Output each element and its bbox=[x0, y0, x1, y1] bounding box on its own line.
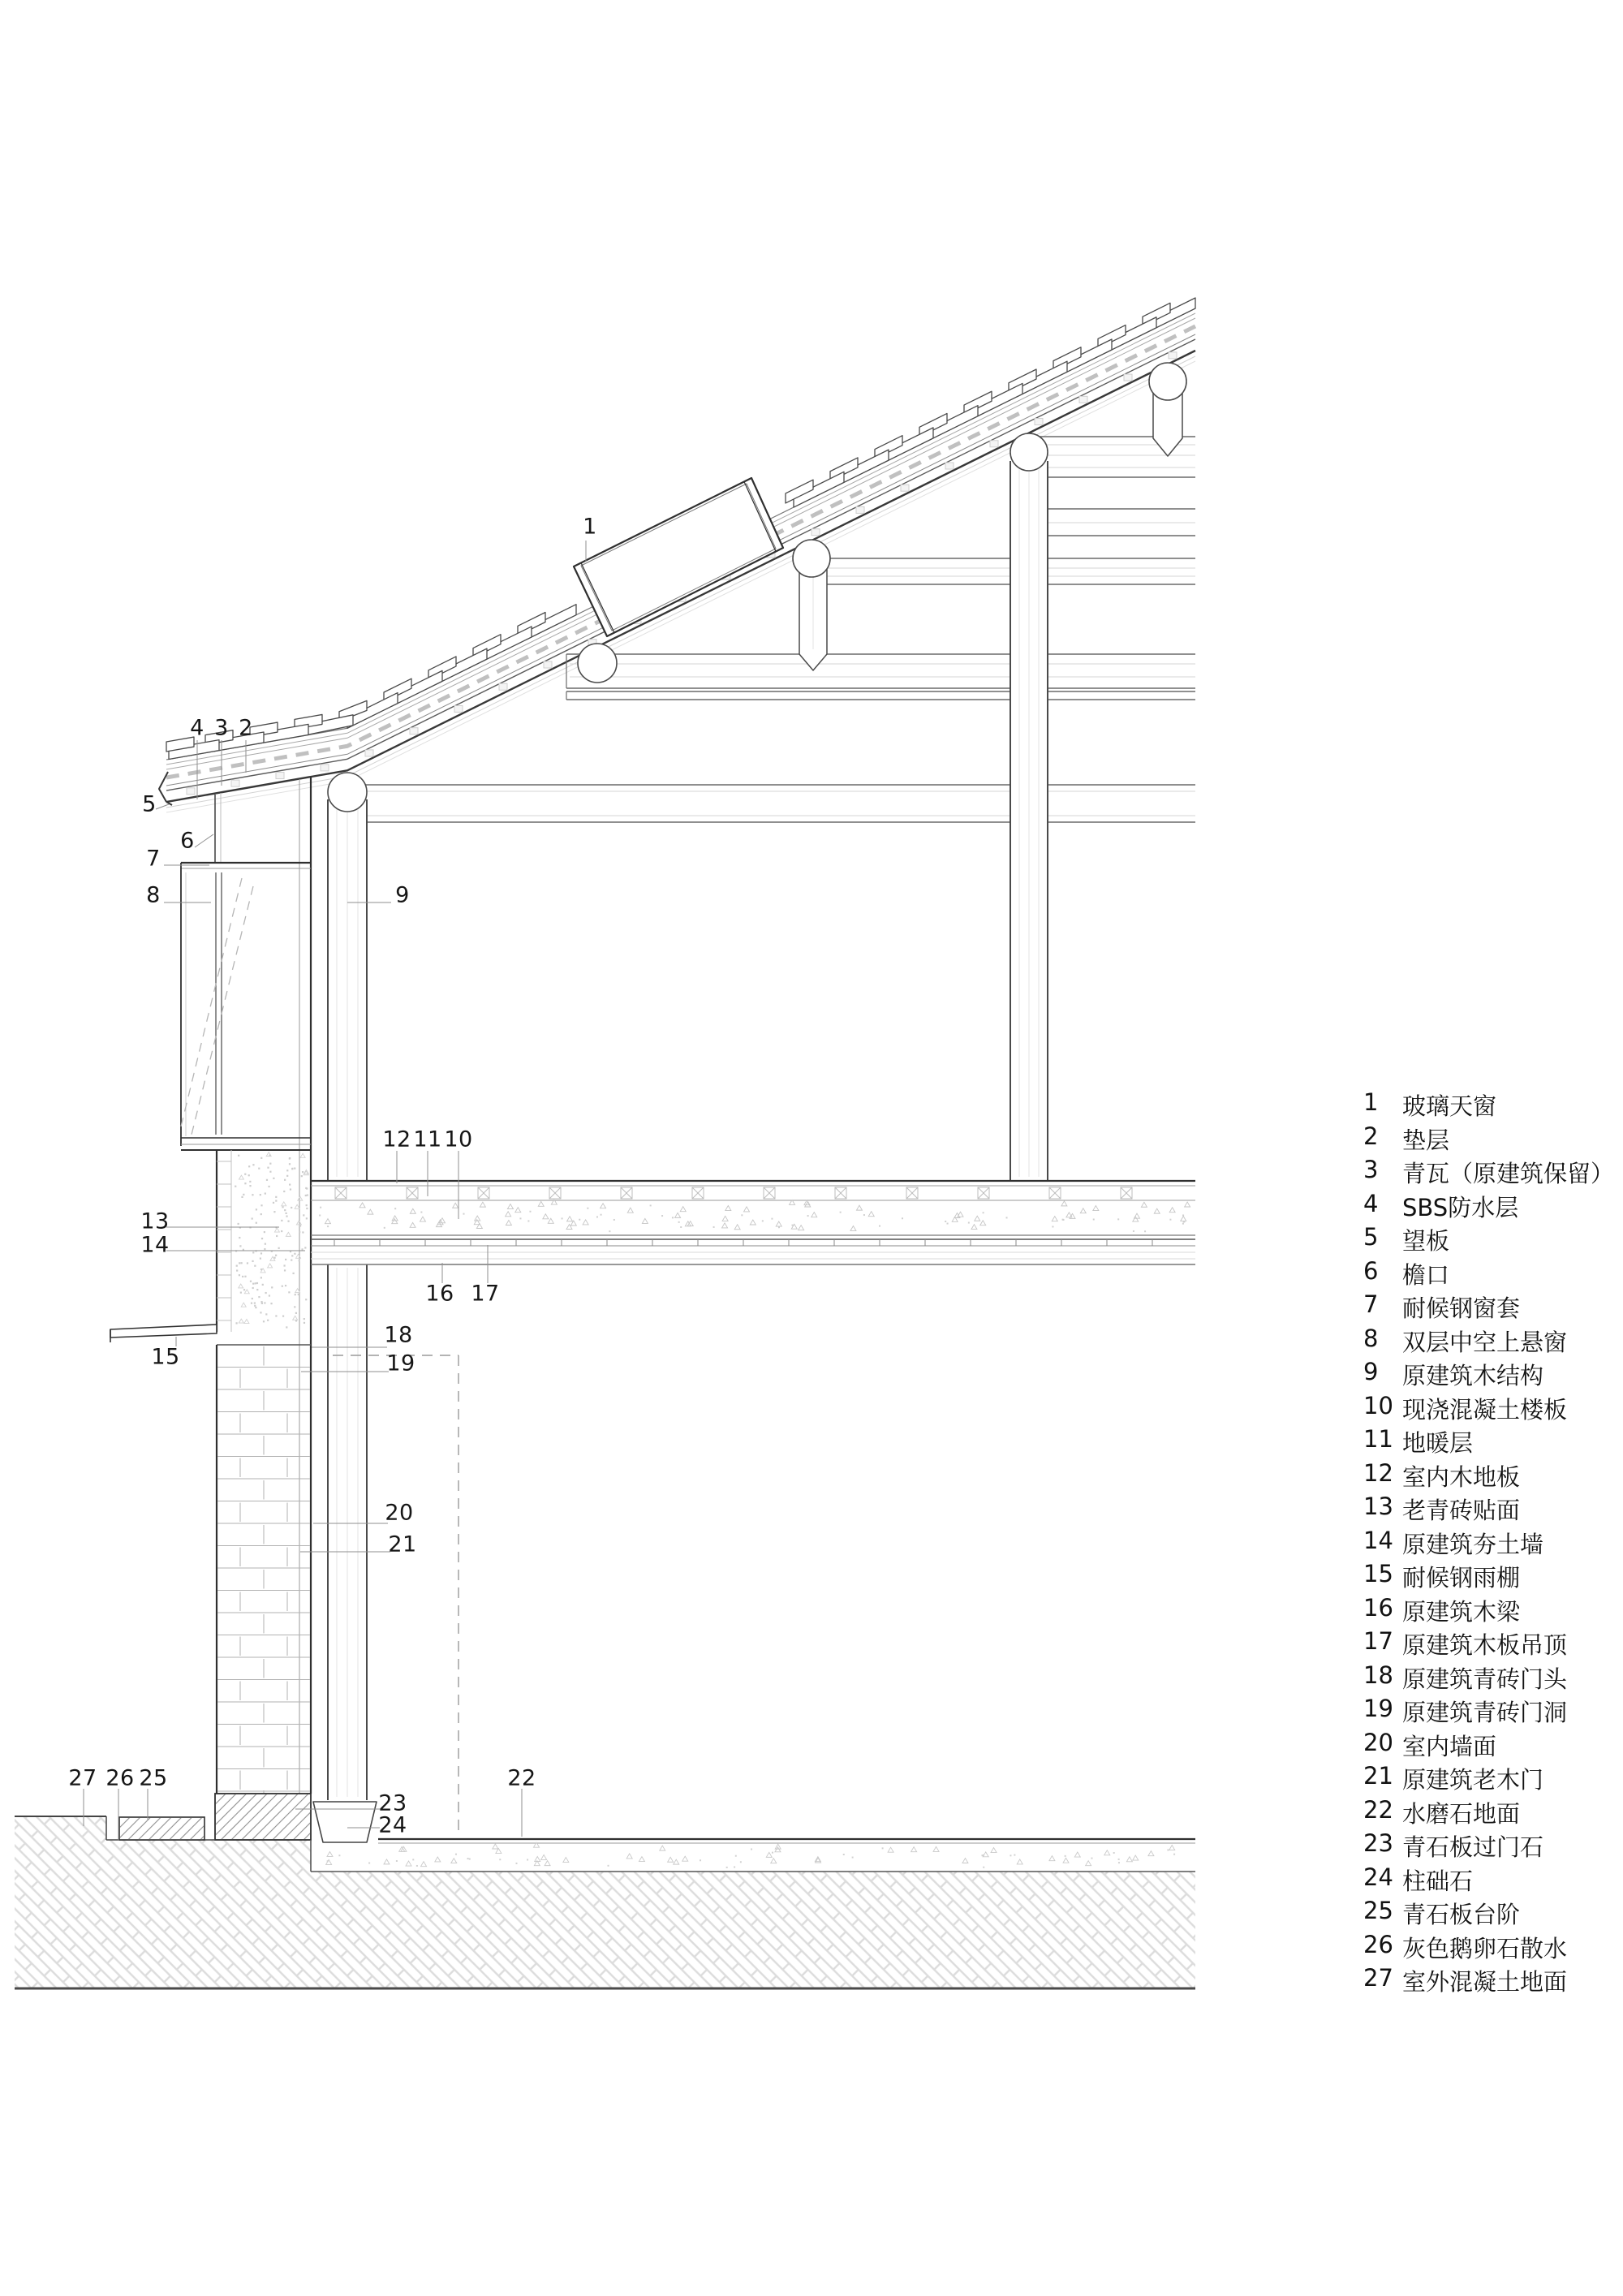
legend-item-number: 18 bbox=[1363, 1661, 1393, 1689]
legend-row bbox=[1363, 1190, 1518, 1223]
legend-item-label: 青石板台阶 bbox=[1402, 1901, 1521, 1928]
legend-item-label: 原建筑青砖门头 bbox=[1402, 1665, 1568, 1693]
callout-label: 22 bbox=[507, 1765, 536, 1791]
legend-item-number: 8 bbox=[1363, 1324, 1379, 1352]
legend-item-number: 12 bbox=[1363, 1458, 1393, 1487]
legend-item-number: 6 bbox=[1363, 1256, 1379, 1285]
legend-row bbox=[1363, 1088, 1496, 1122]
callout-label: 19 bbox=[386, 1350, 415, 1376]
legend-row bbox=[1363, 1493, 1520, 1526]
legend-item-label: 灰色鹅卵石散水 bbox=[1402, 1934, 1568, 1962]
legend-item-label: 室内墙面 bbox=[1402, 1732, 1497, 1760]
legend-item-number: 7 bbox=[1363, 1290, 1379, 1318]
callout-label: 12 bbox=[382, 1126, 411, 1152]
legend-item-number: 23 bbox=[1363, 1829, 1393, 1857]
legend-row bbox=[1363, 1290, 1520, 1324]
legend-item-label: 青石板过门石 bbox=[1402, 1833, 1544, 1861]
legend-item-number: 27 bbox=[1363, 1964, 1393, 1992]
callout-label: 2 bbox=[239, 715, 253, 741]
legend-row bbox=[1363, 1863, 1473, 1897]
legend-row bbox=[1363, 1661, 1567, 1695]
callout-label: 3 bbox=[214, 715, 229, 741]
legend-item-label: 原建筑木结构 bbox=[1402, 1362, 1544, 1389]
legend-row bbox=[1363, 1257, 1449, 1290]
legend-row bbox=[1363, 1325, 1567, 1358]
legend-item-number: 4 bbox=[1363, 1189, 1379, 1217]
callout-label: 11 bbox=[413, 1126, 442, 1152]
legend-item-number: 9 bbox=[1363, 1358, 1379, 1385]
legend-row bbox=[1363, 1122, 1449, 1156]
legend-item-number: 10 bbox=[1363, 1391, 1393, 1419]
legend-item-number: 2 bbox=[1363, 1122, 1379, 1150]
callout-label: 15 bbox=[151, 1344, 180, 1370]
legend-item-number: 22 bbox=[1363, 1795, 1393, 1824]
callout-label: 5 bbox=[142, 791, 157, 817]
callout-label: 6 bbox=[180, 828, 195, 854]
legend-item-label: 室外混凝土地面 bbox=[1402, 1968, 1568, 1996]
legend-item-label: 耐候钢窗套 bbox=[1402, 1294, 1521, 1322]
callout-label: 13 bbox=[140, 1208, 170, 1234]
callout-label: 9 bbox=[395, 882, 410, 908]
legend-item-number: 19 bbox=[1363, 1695, 1393, 1722]
callout-label: 16 bbox=[425, 1281, 454, 1307]
legend-row bbox=[1363, 1931, 1567, 1964]
legend-row bbox=[1363, 1829, 1543, 1863]
legend-item-number: 14 bbox=[1363, 1526, 1393, 1554]
callout-label: 7 bbox=[146, 846, 161, 872]
legend-item-label: SBS防水层 bbox=[1402, 1193, 1519, 1221]
callout-label: 24 bbox=[378, 1812, 407, 1838]
callout-label: 23 bbox=[378, 1790, 407, 1816]
legend-item-label: 原建筑夯土墙 bbox=[1402, 1530, 1544, 1558]
legend-row bbox=[1363, 1594, 1520, 1627]
legend-row bbox=[1363, 1560, 1520, 1593]
legend-row bbox=[1363, 1897, 1520, 1930]
legend-row bbox=[1363, 1156, 1614, 1189]
legend-item-label: 青瓦（原建筑保留） bbox=[1402, 1160, 1615, 1187]
legend-row bbox=[1363, 1358, 1543, 1391]
callout-label: 8 bbox=[146, 882, 161, 908]
legend-item-label: 原建筑青砖门洞 bbox=[1402, 1699, 1568, 1726]
legend-row bbox=[1363, 1459, 1520, 1493]
legend-row bbox=[1363, 1223, 1449, 1256]
legend-row bbox=[1363, 1695, 1567, 1728]
legend-row bbox=[1363, 1796, 1520, 1829]
legend-item-label: 原建筑木梁 bbox=[1402, 1597, 1521, 1626]
legend-item-number: 25 bbox=[1363, 1897, 1393, 1924]
legend-item-number: 20 bbox=[1363, 1728, 1393, 1756]
legend-row bbox=[1363, 1762, 1543, 1795]
legend-item-number: 16 bbox=[1363, 1593, 1393, 1622]
legend-item-label: 老青砖贴面 bbox=[1402, 1497, 1521, 1524]
legend-row bbox=[1363, 1627, 1567, 1661]
legend-item-label: 水磨石地面 bbox=[1402, 1799, 1521, 1828]
legend-item-label: 柱础石 bbox=[1402, 1867, 1474, 1895]
legend-item-label: 原建筑木板吊顶 bbox=[1402, 1631, 1568, 1659]
legend-item-number: 3 bbox=[1363, 1156, 1379, 1183]
callout-label: 27 bbox=[68, 1765, 97, 1791]
legend-row bbox=[1363, 1729, 1496, 1762]
legend-row bbox=[1363, 1964, 1567, 1997]
legend-item-label: 双层中空上悬窗 bbox=[1402, 1328, 1568, 1356]
legend-item-label: 现浇混凝土楼板 bbox=[1402, 1395, 1568, 1424]
legend-item-label: 望板 bbox=[1402, 1227, 1450, 1255]
legend-item-label: 玻璃天窗 bbox=[1402, 1092, 1497, 1120]
legend-item-number: 13 bbox=[1363, 1493, 1393, 1520]
callout-label: 25 bbox=[139, 1765, 168, 1791]
legend-row bbox=[1363, 1392, 1567, 1425]
callout-label: 14 bbox=[140, 1232, 170, 1258]
legend-row bbox=[1363, 1527, 1543, 1560]
callout-label: 1 bbox=[583, 514, 597, 540]
legend-row bbox=[1363, 1425, 1473, 1458]
legend-item-number: 15 bbox=[1363, 1560, 1393, 1587]
legend-item-number: 26 bbox=[1363, 1930, 1393, 1958]
legend-item-number: 17 bbox=[1363, 1627, 1393, 1655]
legend-item-number: 5 bbox=[1363, 1223, 1379, 1251]
legend-item-label: 垫层 bbox=[1402, 1126, 1450, 1154]
legend-item-number: 21 bbox=[1363, 1762, 1393, 1790]
legend-item-number: 11 bbox=[1363, 1425, 1393, 1453]
legend-item-number: 24 bbox=[1363, 1863, 1393, 1891]
callout-label: 20 bbox=[385, 1500, 414, 1526]
legend-item-label: 檐口 bbox=[1402, 1260, 1450, 1289]
callout-label: 26 bbox=[105, 1765, 135, 1791]
legend-item-label: 原建筑老木门 bbox=[1402, 1766, 1544, 1794]
callout-label: 10 bbox=[444, 1126, 473, 1152]
legend-item-number: 1 bbox=[1363, 1088, 1379, 1116]
callout-label: 4 bbox=[190, 715, 204, 741]
callout-label: 21 bbox=[388, 1531, 417, 1557]
legend-item-label: 地暖层 bbox=[1402, 1429, 1474, 1457]
legend-item-label: 室内木地板 bbox=[1402, 1462, 1521, 1491]
legend-item-label: 耐候钢雨棚 bbox=[1402, 1564, 1521, 1592]
callout-label: 18 bbox=[384, 1322, 413, 1348]
callout-label: 17 bbox=[471, 1281, 500, 1307]
